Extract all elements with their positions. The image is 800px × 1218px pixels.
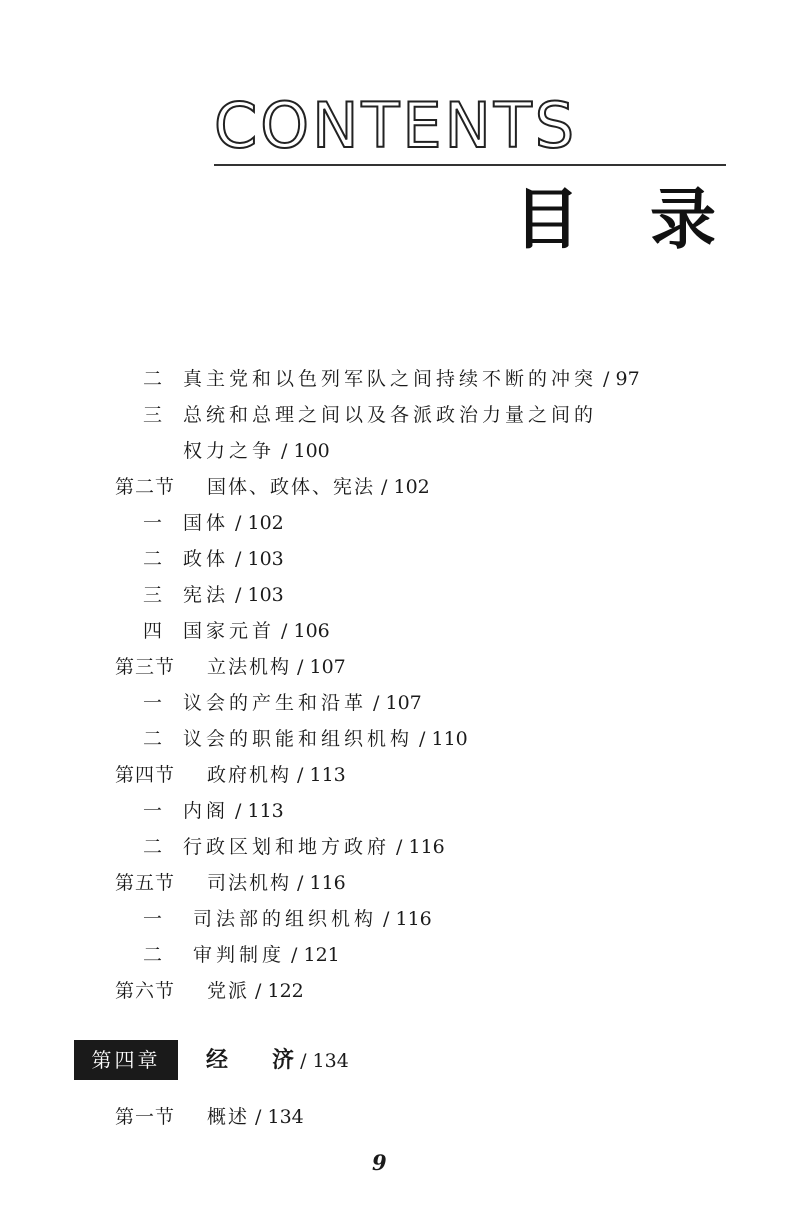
page-separator: /: [375, 476, 394, 498]
toc-item[interactable]: [143, 510, 284, 536]
page-number: 97: [615, 368, 640, 390]
toc-section[interactable]: [115, 870, 346, 896]
section-marker: 第三节: [115, 656, 176, 678]
page-separator: /: [229, 800, 248, 822]
page-separator: /: [597, 368, 616, 390]
page-separator: /: [390, 836, 409, 858]
section-marker: 第六节: [115, 980, 176, 1002]
page-number: 134: [312, 1050, 349, 1072]
toc-section[interactable]: [115, 1104, 304, 1130]
toc-section[interactable]: [115, 762, 346, 788]
page-separator: /: [291, 656, 310, 678]
toc-title-char-2: 录: [650, 181, 716, 258]
chapter-title[interactable]: [206, 1044, 349, 1077]
folio-page-number: 9: [372, 1150, 387, 1175]
item-marker: 一: [143, 512, 163, 534]
item-text: 议会的产生和沿革: [183, 692, 368, 714]
page-separator: /: [229, 584, 248, 606]
page-separator: /: [291, 764, 310, 786]
item-marker: 二: [143, 836, 163, 858]
header-divider: [214, 164, 726, 166]
page-number: 134: [267, 1106, 304, 1128]
toc-item[interactable]: [143, 942, 340, 968]
page-separator: /: [229, 548, 248, 570]
section-marker: 第四节: [115, 764, 176, 786]
page-number: 107: [385, 692, 422, 714]
chapter-title-char-2: 济: [272, 1047, 295, 1073]
item-text: 司法部的组织机构: [193, 908, 378, 930]
page-number: 103: [247, 548, 284, 570]
page-number: 113: [247, 800, 284, 822]
page-number: 102: [393, 476, 430, 498]
page-separator: /: [367, 692, 386, 714]
page-number: 121: [303, 944, 340, 966]
section-text: 立法机构: [207, 656, 292, 678]
section-text: 政府机构: [207, 764, 292, 786]
toc-item-continuation[interactable]: [183, 438, 330, 464]
page-number: 107: [309, 656, 346, 678]
item-marker: 三: [143, 404, 163, 426]
toc-item[interactable]: [143, 726, 468, 752]
toc-item[interactable]: [143, 690, 422, 716]
toc-item[interactable]: [143, 906, 432, 932]
item-marker: 一: [143, 800, 163, 822]
item-text: 行政区划和地方政府: [183, 836, 391, 858]
item-text: 议会的职能和组织机构: [183, 728, 414, 750]
toc-item[interactable]: [143, 582, 284, 608]
toc-section[interactable]: [115, 654, 346, 680]
item-text: 真主党和以色列军队之间持续不断的冲突: [183, 368, 598, 390]
toc-item[interactable]: [143, 798, 284, 824]
item-text: 政体: [183, 548, 230, 570]
toc-item[interactable]: [143, 618, 330, 644]
item-marker: 二: [143, 944, 163, 966]
item-text: 审判制度: [193, 944, 286, 966]
page-number: 113: [309, 764, 346, 786]
item-text: 内阁: [183, 800, 230, 822]
item-text: 国家元首: [183, 620, 276, 642]
contents-heading: CONTENTS: [214, 89, 578, 162]
toc-item[interactable]: [143, 546, 284, 572]
page-separator: /: [229, 512, 248, 534]
page-number: 122: [267, 980, 304, 1002]
page-separator: /: [249, 1106, 268, 1128]
section-text: 党派: [207, 980, 250, 1002]
chapter-label: 第四章: [74, 1040, 178, 1080]
page-number: 100: [293, 440, 330, 462]
page-number: 116: [408, 836, 445, 858]
section-text: 国体、政体、宪法: [207, 476, 376, 498]
page-separator: /: [249, 980, 268, 1002]
item-text: 宪法: [183, 584, 230, 606]
item-marker: 二: [143, 728, 163, 750]
page-separator: /: [413, 728, 432, 750]
toc-section[interactable]: [115, 474, 430, 500]
item-marker: 三: [143, 584, 163, 606]
section-text: 概述: [207, 1106, 250, 1128]
item-marker: 一: [143, 908, 163, 930]
page-separator: /: [291, 872, 310, 894]
chapter-title-char-1: 经: [206, 1047, 229, 1073]
toc-item[interactable]: [143, 402, 597, 428]
page-number: 102: [247, 512, 284, 534]
item-text: 权力之争: [183, 440, 276, 462]
page-number: 116: [395, 908, 432, 930]
item-text: 国体: [183, 512, 230, 534]
item-text: 总统和总理之间以及各派政治力量之间的: [183, 404, 598, 426]
section-marker: 第五节: [115, 872, 176, 894]
toc-item[interactable]: [143, 834, 445, 860]
section-marker: 第二节: [115, 476, 176, 498]
page-separator: /: [275, 440, 294, 462]
section-text: 司法机构: [207, 872, 292, 894]
page-number: 106: [293, 620, 330, 642]
item-marker: 二: [143, 548, 163, 570]
item-marker: 二: [143, 368, 163, 390]
page-number: 103: [247, 584, 284, 606]
toc-section[interactable]: [115, 978, 304, 1004]
page-separator: /: [275, 620, 294, 642]
section-marker: 第一节: [115, 1106, 176, 1128]
page-separator: /: [377, 908, 396, 930]
page-number: 110: [431, 728, 468, 750]
toc-title-char-1: 目: [514, 181, 580, 258]
item-marker: 四: [143, 620, 163, 642]
page-number: 116: [309, 872, 346, 894]
toc-item[interactable]: [143, 366, 640, 392]
page-separator: /: [294, 1050, 313, 1072]
item-marker: 一: [143, 692, 163, 714]
page-separator: /: [285, 944, 304, 966]
